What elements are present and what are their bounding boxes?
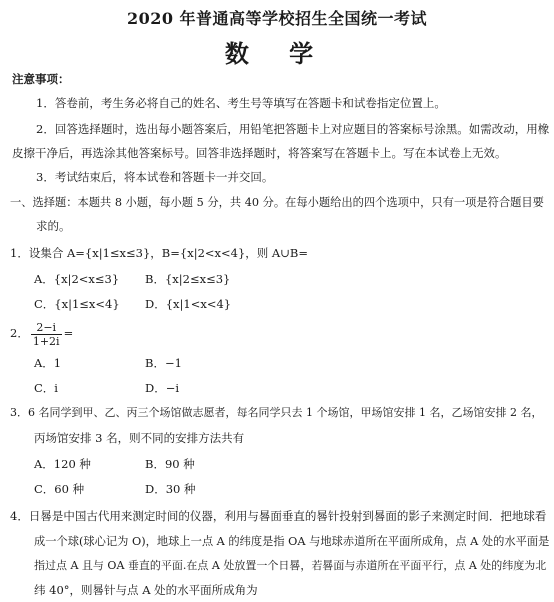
option-c: C．i (34, 381, 58, 395)
question-2 (10, 318, 73, 348)
option-b: B．{x|2≤x≤3} (145, 272, 231, 286)
option-c: C．60 种 (34, 482, 85, 496)
question-3-line-2: 丙场馆安排 3 名，则不同的安排方法共有 (34, 431, 245, 445)
question-4-line-2: 成一个球(球心记为 O)，地球上一点 A 的纬度是指 OA 与地球赤道所在平面所成角，点 A 处的水平面是 (34, 535, 550, 548)
notice-heading: 注意事项： (12, 72, 70, 86)
question-4-line-3: 指过点 A 且与 OA 垂直的平面.在点 A 处放置一个日晷，若晷面与赤道所在平面平行，点 A 处的纬度为北 (34, 559, 547, 572)
fraction (31, 321, 62, 348)
fraction-numerator: 2−i (31, 321, 62, 335)
option-a: A．{x|2<x≤3} (34, 272, 120, 286)
question-4-line-4: 纬 40°，则晷针与点 A 处的水平面所成角为 (34, 583, 258, 597)
question-number: 3． (10, 406, 28, 419)
option-d: D．{x|1<x<4} (145, 297, 232, 311)
notice-item-2-line-1: 2．回答选择题时，选出每小题答案后，用铅笔把答题卡上对应题目的答案标号涂黑。如需改动，用橡 (36, 122, 550, 136)
notice-item-3: 3．考试结束后，将本试卷和答题卡一并交回。 (36, 170, 274, 184)
option-a: A．1 (34, 356, 62, 370)
question-3-line-1 (10, 404, 542, 422)
question-number: 4． (10, 509, 29, 523)
option-d: D．30 种 (145, 482, 196, 496)
question-number: 1． (10, 246, 29, 260)
notice-item-2-line-2: 皮擦干净后，再选涂其他答案标号。回答非选择题时，将答案写在答题卡上。写在本试卷上无效。 (12, 146, 507, 160)
question-stem: 设集合 A={x|1≤x≤3}，B={x|2<x<4}，则 A∪B= (28, 246, 308, 260)
option-a: A．120 种 (34, 457, 91, 471)
option-b: B．90 种 (145, 457, 195, 471)
question-4-line-1 (10, 507, 546, 525)
option-b: B．−1 (145, 356, 182, 370)
equals-sign: = (63, 326, 74, 340)
subject-title: 数 学 (224, 39, 330, 68)
option-c: C．{x|1≤x<4} (34, 297, 120, 311)
notice-item-1: 1．答卷前，考生务必将自己的姓名、考生号等填写在答题卡和试卷指定位置上。 (36, 96, 446, 110)
fraction-denominator: 1+2i (32, 334, 60, 348)
question-1 (10, 244, 308, 262)
option-d: D．−i (145, 381, 180, 395)
question-number: 2． (10, 326, 29, 340)
question-stem: 日晷是中国古代用来测定时间的仪器，利用与晷面垂直的晷针投射到晷面的影子来测定时间．把地球看 (28, 509, 547, 523)
exam-title: 2020 年普通高等学校招生全国统一考试 (126, 9, 428, 28)
section-1-instruction-line-2: 求的。 (36, 219, 71, 233)
section-1-instruction-line-1: 一、选择题：本题共 8 小题，每小题 5 分，共 40 分。在每小题给出的四个选项中，只有一项是符合题目要 (10, 196, 544, 209)
question-stem: 6 名同学到甲、乙、丙三个场馆做志愿者，每名同学只去 1 个场馆，甲场馆安排 1 名，乙场馆安排 2 名， (28, 406, 543, 419)
